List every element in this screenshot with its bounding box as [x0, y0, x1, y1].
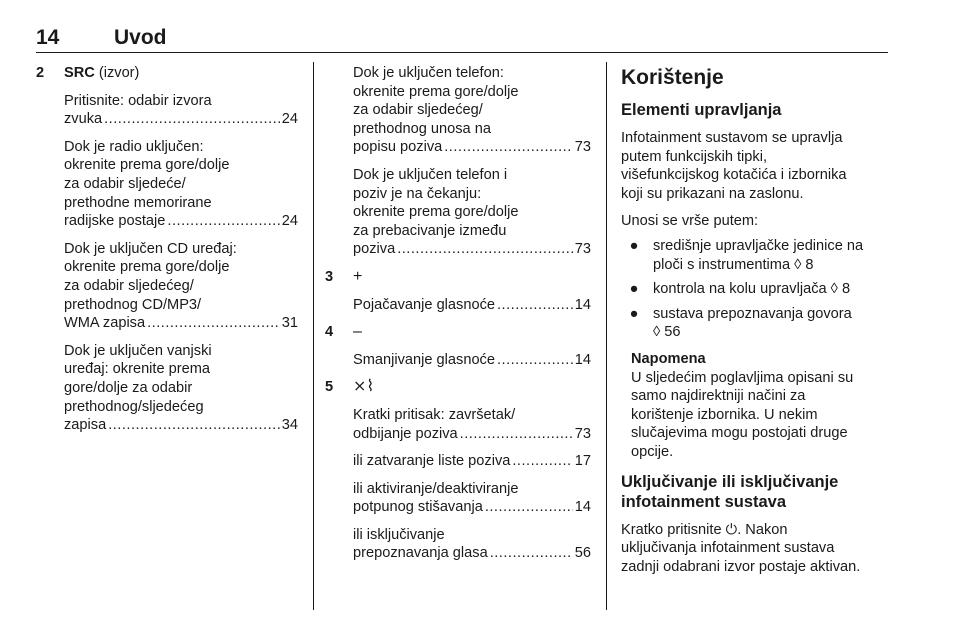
- list-item: [621, 305, 891, 342]
- text-line: koji su prikazani na zaslonu.: [621, 185, 804, 202]
- text-line: Dok je uključen vanjski: [64, 342, 212, 359]
- src-suffix: (izvor): [94, 65, 140, 81]
- header-rule: [36, 52, 888, 53]
- section-heading: Korištenje: [621, 66, 724, 89]
- bullet-icon: ●: [629, 237, 639, 254]
- paragraph: [64, 92, 298, 129]
- page-ref[interactable]: 24: [281, 213, 298, 230]
- column-3: [621, 64, 891, 576]
- item-number: 3: [325, 268, 334, 285]
- text-line: središnje upravljačke jedinice na: [653, 237, 864, 254]
- column-1: [36, 64, 298, 435]
- page-number: 14: [36, 26, 60, 49]
- text-line: okrenite prema gore/dolje: [353, 204, 519, 221]
- reference-arrow-icon: ◊: [830, 281, 838, 298]
- text-line: Dok je uključen CD uređaj:: [64, 240, 237, 257]
- page-ref[interactable]: 31: [281, 315, 298, 332]
- text-line: putem funkcijskih tipki,: [621, 148, 767, 165]
- paragraph: [353, 452, 591, 471]
- text-line: Dok je uključen telefon:: [353, 65, 504, 81]
- text-line: za odabir sljedećeg/: [64, 277, 194, 294]
- reference-arrow-icon: ◊: [653, 324, 661, 341]
- minus-icon: –: [353, 323, 362, 341]
- paragraph: [353, 166, 591, 259]
- reference-arrow-icon: ◊: [794, 256, 802, 273]
- paragraph: [353, 480, 591, 517]
- list-item: [621, 280, 891, 299]
- text-line: korištenje izbornika. U nekim: [631, 406, 818, 423]
- text-line: okrenite prema gore/dolje: [64, 259, 230, 276]
- page-ref[interactable]: 56: [664, 324, 681, 341]
- text-line: ploči s instrumentima: [653, 256, 791, 273]
- text-line: Pritisnite: odabir izvora: [64, 92, 212, 109]
- text-line: kontrola na kolu upravljača: [653, 281, 827, 298]
- item-number: 4: [325, 324, 334, 341]
- column-divider-1: [313, 62, 314, 610]
- item-5: [325, 378, 591, 397]
- subsection-heading: Elementi upravljanja: [621, 101, 782, 119]
- text-line: Kratki pritisak: završetak/: [353, 406, 516, 423]
- toc-entry: Pojačavanje glasnoće ..... 14: [353, 296, 591, 315]
- text-line: ili isključivanje: [353, 526, 445, 543]
- text-line: poziv je na čekanju:: [353, 185, 482, 202]
- power-icon: ⏻: [725, 521, 738, 538]
- column-2: [325, 64, 591, 563]
- plus-icon: +: [353, 267, 363, 285]
- toc-entry: zapisa ..... 34: [64, 416, 298, 435]
- text-line: Dok je radio uključen:: [64, 138, 204, 155]
- text-line: slučajevima mogu postojati druge: [631, 425, 848, 442]
- bullet-icon: ●: [629, 305, 639, 322]
- subsection-heading: Uključivanje ili isključivanje infotainment sustava: [621, 472, 839, 511]
- paragraph: Unosi se vrše putem:: [621, 213, 759, 230]
- paragraph: [353, 526, 591, 563]
- text-line: za prebacivanje između: [353, 222, 507, 239]
- toc-entry: potpunog stišavanja ..... 14: [353, 498, 591, 517]
- toc-entry: zvuka ..... 24: [64, 110, 298, 129]
- paragraph: Kratko pritisnite ⏻. Nakon uključivanja infotainment sustava zadnji odabrani izvor postaje aktivan.: [621, 521, 891, 577]
- paragraph: [64, 342, 298, 435]
- page-ref[interactable]: 73: [574, 139, 591, 156]
- page-ref[interactable]: 8: [805, 256, 814, 273]
- page-ref[interactable]: 8: [841, 281, 851, 298]
- page-ref[interactable]: 24: [281, 111, 298, 128]
- note-title: Napomena: [631, 350, 706, 367]
- text-line: gore/dolje za odabir: [64, 379, 193, 396]
- toc-entry: WMA zapisa ..... 31: [64, 314, 298, 333]
- page-ref[interactable]: 73: [574, 425, 591, 442]
- item-number: 2: [36, 65, 45, 81]
- text-line: Kratko pritisnite: [621, 521, 722, 538]
- note-box: [621, 350, 891, 462]
- page-header: [36, 26, 886, 52]
- page-ref[interactable]: 34: [281, 417, 298, 434]
- item-number: 5: [325, 379, 334, 396]
- text-line: uključivanja infotainment sustava: [621, 540, 835, 557]
- paragraph: [353, 406, 591, 443]
- text-line: višefunkcijskog kotačića i izbornika: [621, 167, 847, 184]
- text-line: prethodnog CD/MP3/: [64, 296, 202, 313]
- page-ref[interactable]: 14: [574, 499, 591, 516]
- text-line: opcije.: [631, 443, 674, 460]
- paragraph: [353, 64, 591, 157]
- toc-entry: radijske postaje ..... 24: [64, 212, 298, 231]
- toc-entry: prepoznavanja glasa ..... 56: [353, 544, 591, 563]
- item-2: [36, 64, 298, 83]
- text-line: U sljedećim poglavljima opisani su: [631, 369, 854, 386]
- column-divider-2: [606, 62, 607, 610]
- toc-entry: odbijanje poziva ..... 73: [353, 425, 591, 444]
- paragraph: [64, 138, 298, 231]
- item-4: [325, 323, 591, 342]
- text-line: prethodnog unosa na: [353, 120, 491, 137]
- text-line: okrenite prema gore/dolje: [353, 83, 519, 100]
- list-item: [621, 237, 891, 274]
- page-ref[interactable]: 14: [574, 296, 591, 313]
- text-line: Dok je uključen telefon i: [353, 166, 508, 183]
- item-3: [325, 268, 591, 287]
- text-line: za odabir sljedeće/: [64, 175, 186, 192]
- page-ref[interactable]: 17: [574, 453, 591, 470]
- page-ref[interactable]: 73: [574, 241, 591, 258]
- toc-entry: popisu poziva ..... 73: [353, 138, 591, 157]
- page-title: Uvod: [114, 26, 167, 49]
- text-line: okrenite prema gore/dolje: [64, 157, 230, 174]
- paragraph: [621, 129, 891, 203]
- page-ref[interactable]: 14: [574, 351, 591, 368]
- text-line: sustava prepoznavanja govora: [653, 305, 852, 322]
- toc-entry: Smanjivanje glasnoće ..... 14: [353, 351, 591, 370]
- paragraph: [64, 240, 298, 333]
- page-ref[interactable]: 56: [574, 545, 591, 562]
- toc-entry: ili zatvaranje liste poziva ..... 17: [353, 452, 591, 471]
- text-line: samo najdirektniji načini za: [631, 388, 806, 405]
- text-line: ili aktiviranje/deaktiviranje: [353, 480, 519, 497]
- mute-hangup-icon: ⨯⌇: [353, 378, 375, 396]
- text-line: Infotainment sustavom se upravlja: [621, 130, 843, 146]
- text-line: zadnji odabrani izvor postaje aktivan.: [621, 558, 861, 575]
- bullet-icon: ●: [629, 281, 639, 298]
- text-line: za odabir sljedećeg/: [353, 102, 483, 119]
- toc-entry: poziva ..... 73: [353, 240, 591, 259]
- text-line: uređaj: okrenite prema: [64, 361, 211, 378]
- src-label: SRC: [64, 65, 95, 81]
- text-line: prethodnog/sljedećeg: [64, 398, 204, 415]
- text-line: prethodne memorirane: [64, 194, 212, 211]
